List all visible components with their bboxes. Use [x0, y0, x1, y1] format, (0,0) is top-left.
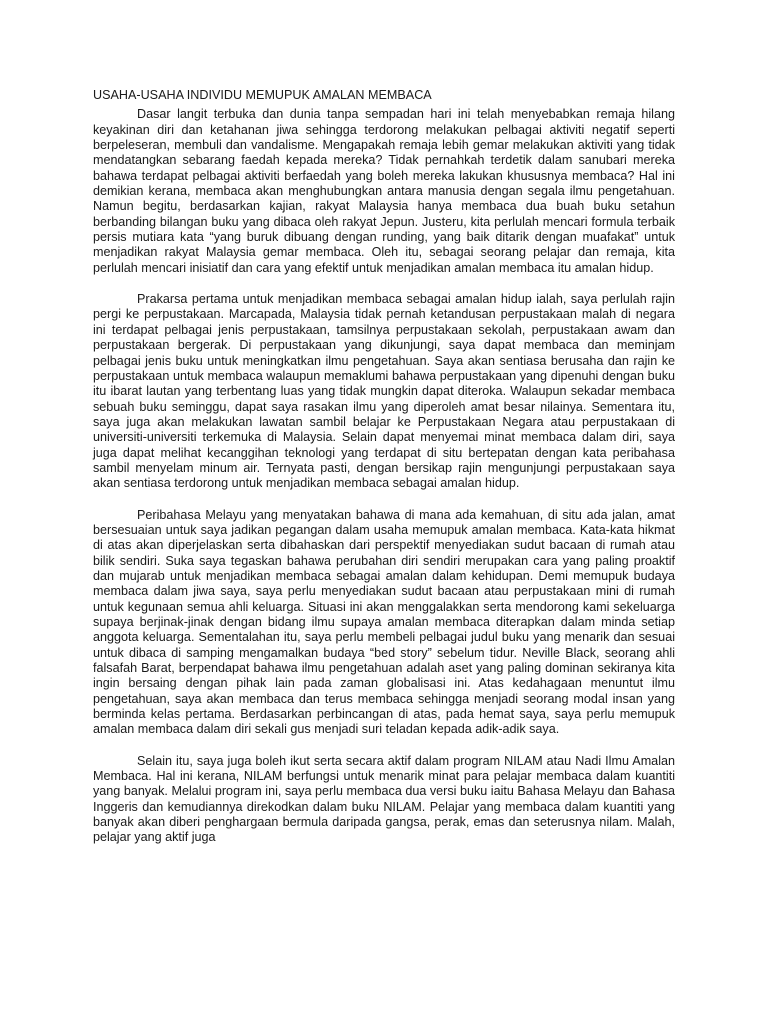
paragraph-introduction: Dasar langit terbuka dan dunia tanpa sempadan hari ini telah menyebabkan remaja hilang keyakinan diri dan ketahanan jiwa sehingga terdorong melakukan pelbagai aktiviti negatif seperti berpeleseran, membuli dan vandalisme. Mengapakah remaja lebih gemar melakukan aktiviti yang tidak mendatangkan sebarang faedah kepada mereka? Tidak pernahkah terdetik dalam sanubari mereka bahawa terdapat pelbagai aktiviti berfaedah yang boleh mereka lakukan khususnya membaca? Hal ini demikian kerana, membaca akan menghubungkan antara manusia dengan segala ilmu pengetahuan. Namun begitu, berdasarkan kajian, rakyat Malaysia hanya membaca dua buah buku setahun berbanding bilangan buku yang dibaca oleh rakyat Jepun. Justeru, kita perlulah mencari formula terbaik persis mutiara kata “yang buruk dibuang dengan runding, yang baik ditarik dengan muafakat” untuk menjadikan rakyat Malaysia gemar membaca. Oleh itu, sebagai seorang pelajar dan remaja, kita perlulah mencari inisiatif dan cara yang efektif untuk menjadikan amalan membaca itu amalan hidup. — [93, 107, 675, 275]
paragraph-nilam-program: Selain itu, saya juga boleh ikut serta secara aktif dalam program NILAM atau Nadi Ilmu Amalan Membaca. Hal ini kerana, NILAM berfungsi untuk menarik minat para pelajar membaca dalam kuantiti yang banyak. Melalui program ini, saya perlu membaca dua versi buku iaitu Bahasa Melayu dan Bahasa Inggeris dan kemudiannya direkodkan dalam buku NILAM. Pelajar yang membaca dalam kuantiti yang banyak akan diberi penghargaan bermula daripada gangsa, perak, emas dan seterusnya nilam. Malah, pelajar yang aktif juga — [93, 753, 675, 845]
document-title: USAHA-USAHA INDIVIDU MEMUPUK AMALAN MEMBACA — [93, 88, 432, 102]
paragraph-home-reading-corner: Peribahasa Melayu yang menyatakan bahawa di mana ada kemahuan, di situ ada jalan, amat bersesuaian untuk saya jadikan pegangan dalam usaha memupuk amalan membaca. Kata-kata hikmat di atas akan diperjelaskan serta dibahaskan dari perspektif menyediakan sudut bacaan di rumah atau bilik sendiri. Suka saya tegaskan bahawa perubahan diri sendiri merupakan cara yang paling proaktif dan mujarab untuk menjadikan membaca sebagai amalan dalam kehidupan. Demi memupuk budaya membaca dalam jiwa saya, saya perlu menyediakan sudut bacaan atau perpustakaan mini di rumah untuk kegunaan semua ahli keluarga. Situasi ini akan menggalakkan serta mendorong kami sekeluarga supaya berjinak-jinak dengan bidang ilmu supaya amalan membaca diterapkan dalam minda setiap anggota keluarga. Sementalahan itu, saya perlu membeli pelbagai judul buku yang menarik dan sesuai untuk dibaca di samping mengamalkan budaya “bed story” sebelum tidur. Neville Black, seorang ahli falsafah Barat, berpendapat bahawa ilmu pengetahuan adalah aset yang paling dominan sekiranya kita ingin bersaing dengan pihak lain pada zaman globalisasi ini. Atas kedahagaan menuntut ilmu pengetahuan, saya akan membaca dan terus membaca sehingga menjadi seorang modal insan yang berminda kelas pertama. Berdasarkan perbincangan di atas, pada hemat saya, saya perlu memupuk amalan membaca dalam diri sekali gus menjadi suri teladan kepada adik-adik saya. — [93, 507, 675, 737]
paragraph-library: Prakarsa pertama untuk menjadikan membaca sebagai amalan hidup ialah, saya perlulah rajin pergi ke perpustakaan. Marcapada, Malaysia tidak pernah ketandusan perpustakaan malah di negara ini terdapat pelbagai jenis perpustakaan, tamsilnya perpustakaan sekolah, perpustakaan awam dan perpustakaan bergerak. Di perpustakaan yang dikunjungi, saya dapat membaca dan meminjam pelbagai jenis buku untuk meningkatkan ilmu pengetahuan. Saya akan sentiasa berusaha dan rajin ke perpustakaan untuk membaca walaupun memaklumi bahawa perpustakaan yang dipenuhi dengan buku itu ibarat lautan yang terbentang luas yang tidak mungkin dapat diteroka. Walaupun sekadar membaca sebuah buku seminggu, dapat saya rasakan ilmu yang diperoleh amat besar nilainya. Sementara itu, saya juga akan melakukan lawatan sambil belajar ke Perpustakaan Negara atau perpustakaan di universiti-universiti terkemuka di Malaysia. Selain dapat menyemai minat membaca dalam diri, saya juga dapat melihat kecanggihan teknologi yang terdapat di situ bertepatan dengan kata peribahasa sambil menyelam minum air. Ternyata pasti, dengan bersikap rajin mengunjungi perpustakaan saya akan sentiasa terdorong untuk menjadikan membaca sebagai amalan hidup. — [93, 292, 675, 491]
document-body — [93, 88, 675, 846]
